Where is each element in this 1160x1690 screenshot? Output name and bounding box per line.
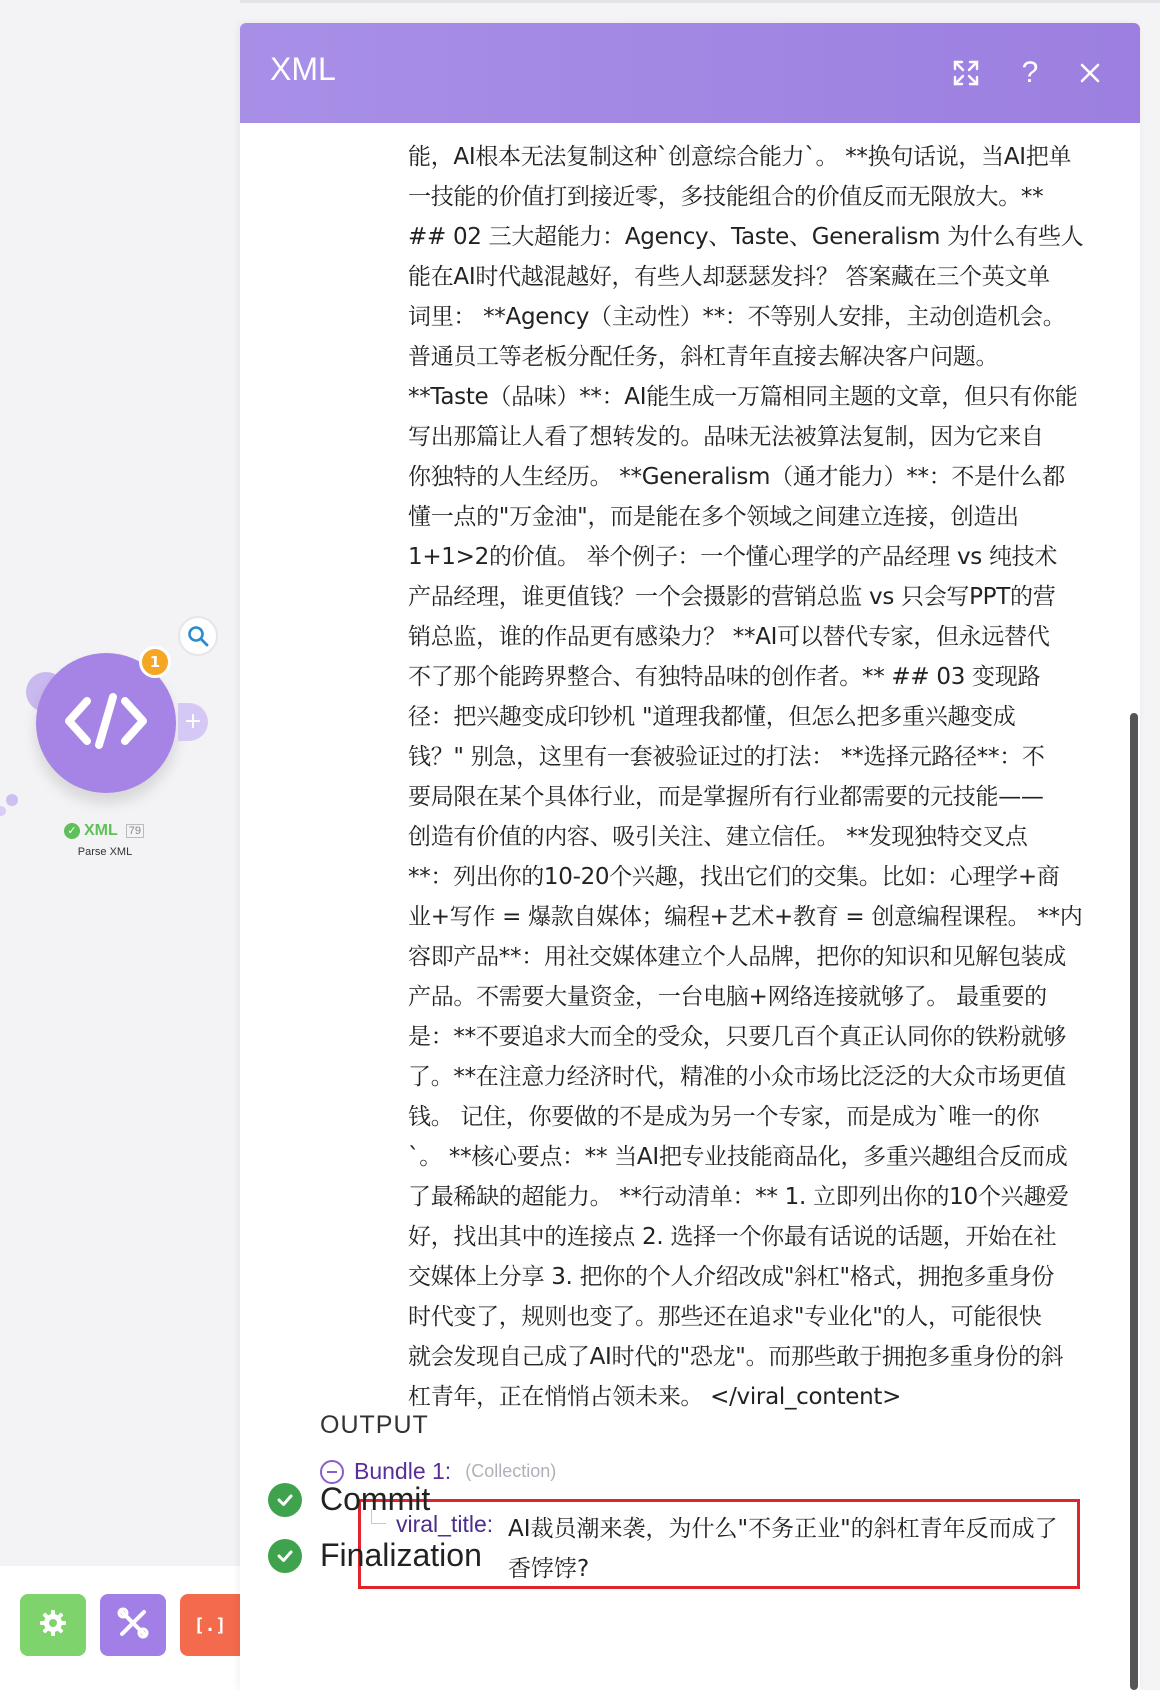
text-line: 好，找出其中的连接点 2. 选择一个你最有话说的话题，开始在社 <box>408 1224 1057 1250</box>
text-line: 产品。不需要大量资金，一台电脑+网络连接就够了。 最重要的 <box>408 984 1047 1010</box>
text-line: 能，AI根本无法复制这种`创意综合能力`。 **换句话说，当AI把单 <box>408 144 1072 170</box>
commit-label: Commit <box>320 1481 431 1517</box>
text-line: 能在AI时代越混越好，有些人却瑟瑟发抖？ 答案藏在三个英文单 <box>408 264 1050 290</box>
module-id-badge: 79 <box>126 824 144 838</box>
output-heading: OUTPUT <box>320 1411 429 1439</box>
tools-icon <box>116 1606 150 1644</box>
text-line: 交媒体上分享 3. 把你的个人介绍改成"斜杠"格式，拥抱多重身份 <box>408 1264 1055 1290</box>
collapse-icon[interactable] <box>320 1460 344 1484</box>
text-line: 时代变了，规则也变了。那些还在追求"专业化"的人，可能很快 <box>408 1304 1042 1330</box>
tools-button[interactable] <box>100 1594 166 1656</box>
text-line: 径：把兴趣变成印钞机 "道理我都懂，但怎么把多重兴趣变成 <box>408 704 1016 730</box>
expand-icon[interactable] <box>946 53 986 93</box>
text-line: 就会发现自己成了AI时代的"恐龙"。而那些敢于拥抱多重身份的斜 <box>408 1344 1064 1370</box>
text-line: ## 02 三大超能力：Agency、Taste、Generalism 为什么有些人 <box>408 224 1084 250</box>
panel-scrollbar[interactable] <box>1130 713 1138 1690</box>
panel-content[interactable] <box>240 123 1140 1690</box>
text-line: 产品经理，谁更值钱？一个会摄影的营销总监 vs 只会写PPT的营 <box>408 584 1056 610</box>
text-line: 词里： **Agency（主动性）**：不等别人安排，主动创造机会。 <box>408 304 1066 330</box>
text-line: 了。**在注意力经济时代，精准的小众市场比泛泛的大众市场更值 <box>408 1064 1067 1090</box>
search-icon[interactable] <box>178 616 218 656</box>
check-icon: ✓ <box>64 823 80 839</box>
field-value: AI裁员潮来袭，为什么"不务正业"的斜杠青年反而成了香饽饽? <box>508 1516 1058 1582</box>
check-circle-icon <box>268 1539 302 1573</box>
text-line: 一技能的价值打到接近零，多技能组合的价值反而无限放大。** <box>408 184 1044 210</box>
text-line: 不了那个能跨界整合、有独特品味的创作者。** ## 03 变现路 <box>408 664 1041 690</box>
text-line: 销总监，谁的作品更有感染力？ **AI可以替代专家，但永远替代 <box>408 624 1050 650</box>
text-line: 杠青年，正在悄悄占领未来。 </viral_content> <box>408 1384 902 1410</box>
text-line: `。 **核心要点：** 当AI把专业技能商品化，多重兴趣组合反而成 <box>408 1144 1068 1170</box>
bundle-name: Bundle 1: <box>354 1458 452 1484</box>
text-line: 业+写作 = 爆款自媒体；编程+艺术+教育 = 创意编程课程。 **内 <box>408 904 1083 930</box>
bottom-toolbar <box>0 1566 240 1690</box>
bundle-type: (Collection) <box>465 1461 557 1481</box>
text-line: 你独特的人生经历。 **Generalism（通才能力）**：不是什么都 <box>408 464 1065 490</box>
panel-header <box>240 23 1140 123</box>
text-line: 钱。 记住，你要做的不是成为另一个专家，而是成为`唯一的你 <box>408 1104 1040 1130</box>
text-line: 要局限在某个具体行业，而是掌握所有行业都需要的元技能—— <box>408 784 1044 810</box>
add-module-handle[interactable]: + <box>178 703 208 741</box>
operations-badge[interactable]: 1 <box>139 646 171 678</box>
text-line: 钱？" 别急，这里有一套被验证过的打法： **选择元路径**：不 <box>408 744 1045 770</box>
text-line: **Taste（品味）**：AI能生成一万篇相同主题的文章，但只有你能 <box>408 384 1078 410</box>
text-line: 了最稀缺的超能力。 **行动清单：** 1. 立即列出你的10个兴趣爱 <box>408 1184 1069 1210</box>
status-finalization <box>268 1537 482 1574</box>
status-commit <box>268 1481 430 1518</box>
text-line: 容即产品**：用社交媒体建立个人品牌，把你的知识和见解包装成 <box>408 944 1067 970</box>
text-line: 是：**不要追求大而全的受众，只要几百个真正认同你的铁粉就够 <box>408 1024 1067 1050</box>
flow-control-button[interactable]: [.] <box>180 1594 240 1656</box>
text-line: **：列出你的10-20个兴趣，找出它们的交集。比如：心理学+商 <box>408 864 1060 890</box>
gear-icon <box>38 1608 68 1642</box>
module-subtitle: Parse XML <box>77 846 133 858</box>
panel-title: XML <box>270 51 336 87</box>
close-icon[interactable] <box>1070 53 1110 93</box>
help-icon[interactable]: ? <box>1021 56 1039 89</box>
module-label <box>64 822 144 840</box>
input-text-value <box>408 137 1098 1417</box>
finalization-label: Finalization <box>320 1537 482 1573</box>
text-line: 普通员工等老板分配任务，斜杠青年直接去解决客户问题。 <box>408 344 999 370</box>
connector-dot <box>0 806 6 816</box>
text-line: 1+1>2的价值。 举个例子：一个懂心理学的产品经理 vs 纯技术 <box>408 544 1058 570</box>
module-name: XML <box>84 822 118 839</box>
text-line: 懂一点的"万金油"，而是能在多个领域之间建立连接，创造出 <box>408 504 1019 530</box>
scheduling-settings-button[interactable] <box>20 1594 86 1656</box>
code-icon <box>63 691 149 755</box>
xml-module-node[interactable] <box>0 560 240 880</box>
text-line: 创造有价值的内容、吸引关注、建立信任。 **发现独特交叉点 <box>408 824 1028 850</box>
xml-module-panel <box>240 23 1140 1690</box>
field-key: viral_title: <box>396 1511 494 1537</box>
text-line: 写出那篇让人看了想转发的。品味无法被算法复制，因为它来自 <box>408 424 1044 450</box>
connector-dot <box>6 794 18 806</box>
check-circle-icon <box>268 1483 302 1517</box>
